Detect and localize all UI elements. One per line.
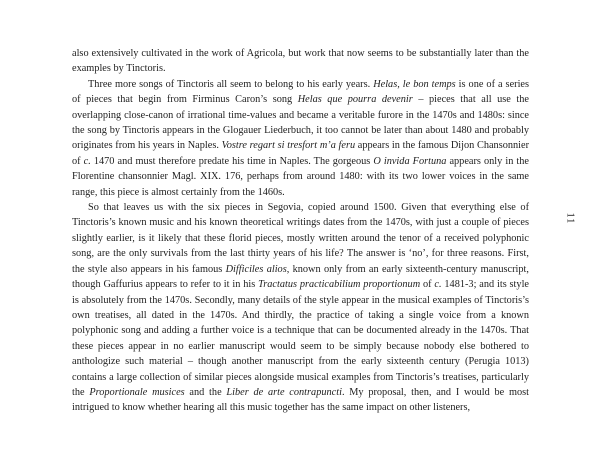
text-run: So that leaves us with the six pieces in Segovia, copied around 1500. Given that everything else of Tinctoris’s known music and his known theoretical writings dates from the 1470s, with just a couple of pieces slightly earlier, is it likely that these florid pieces, mostly written around the tenor of a received polyphonic song, are the only survivals from the last thirty years of his life? The answer is ‘no’, for three reasons. First, the style also appears in his famous bbox=[72, 202, 529, 275]
text-run: , known only from an early sixteenth-century manuscript, though Gaffurius appears to refer to it in his bbox=[72, 263, 529, 291]
italic-title: Difficiles alios bbox=[225, 263, 287, 275]
text-run: of bbox=[420, 279, 435, 291]
italic-title: Helas que pourra devenir bbox=[297, 94, 413, 106]
text-run: appears only in the Florentine chansonnier Magl. XIX. 176, perhaps from around 1480: with its two lower voices in the same range, this piece is almost certainly from the 1460s. bbox=[72, 155, 529, 198]
italic-title: O invida Fortuna bbox=[373, 155, 447, 167]
text-run: 1470 and must therefore predate his time in Naples. The gorgeous bbox=[90, 155, 374, 167]
italic-title: Vostre regart si tresfort m’a feru bbox=[221, 140, 356, 152]
italic-title: c. bbox=[434, 279, 442, 291]
italic-title: Tractatus practicabilium proportionum bbox=[258, 279, 421, 291]
text-run: Three more songs of Tinctoris all seem to belong to his early years. bbox=[88, 78, 374, 90]
text-run: also extensively cultivated in the work of Agricola, but work that now seems to be substantially later than the examples by Tinctoris. bbox=[72, 48, 529, 75]
page-number: 11 bbox=[564, 212, 576, 225]
text-run: and the bbox=[184, 386, 227, 398]
italic-title: Helas, le bon temps bbox=[373, 78, 456, 90]
text-run: 1481-3; and its style is absolutely from the 1470s. Secondly, many details of the style appear in the musical examples of Tinctoris’s own treatises, all dated in the 1470s. And thirdly, the practice of taking a single voice from a known polyphonic song and adding a further voice is a technique that can be documented already in the 1470s. That these pieces appear in no earlier manuscript would seem to be simply because nobody else bothered to anthologize such material – though another manuscript from the early sixteenth century (Perugia 1013) contains a large collection of similar pieces alongside musical examples from Tinctoris’s treatises, particularly the bbox=[72, 279, 529, 398]
text-run: – pieces that all use the overlapping close-canon of irrational time-values and became a veritable furore in the 1470s and 1480s: since the song by Tinctoris appears in the Glogauer Liederbuch, it too cannot be later than about 1480 and probably originates from his years in Naples. bbox=[72, 94, 529, 152]
paragraph-3 bbox=[72, 200, 529, 416]
paragraph-2 bbox=[72, 77, 529, 200]
text-run: appears in the famous Dijon Chansonnier of bbox=[72, 140, 530, 167]
text-run: is one of a series of pieces that begin from Firminus Caron’s song bbox=[72, 78, 530, 106]
paragraph-1 bbox=[72, 46, 529, 77]
page-body bbox=[72, 46, 529, 436]
italic-title: Liber de arte contrapuncti bbox=[226, 386, 342, 398]
italic-title: Proportionale musices bbox=[89, 386, 185, 398]
text-run: . My proposal, then, and I would be most intrigued to know whether hearing all this music together has the same impact on other listeners, bbox=[72, 386, 530, 414]
italic-title: c. bbox=[83, 155, 91, 167]
